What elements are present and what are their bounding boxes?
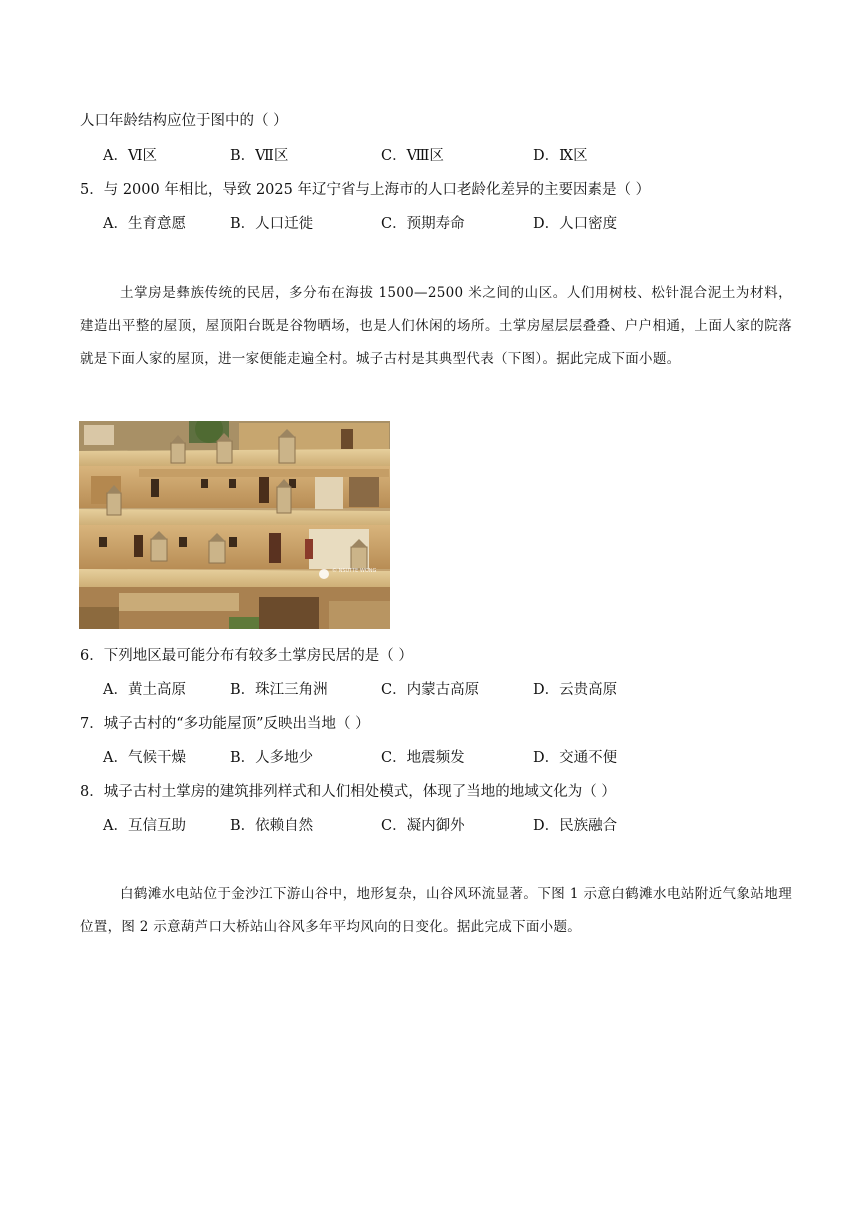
q8-option-c: C．凝内御外: [381, 818, 465, 834]
q6-option-b: B．珠江三角洲: [230, 682, 328, 698]
village-photo-illustration: [79, 421, 390, 629]
q7-option-c: C．地震频发: [381, 750, 465, 766]
q7-option-a: A．气候干燥: [103, 750, 186, 766]
q7-option-b: B．人多地少: [230, 750, 314, 766]
q5-option-c: C．预期寿命: [381, 216, 465, 232]
q4-options: [103, 146, 803, 166]
q7-options: [103, 748, 803, 768]
q5-option-b: B．人口迁徙: [230, 216, 314, 232]
q4-option-b: B．Ⅶ区: [230, 148, 289, 164]
q8-option-a: A．互信互助: [103, 818, 186, 834]
passage-baihetan: 白鹤滩水电站位于金沙江下游山谷中，地形复杂，山谷风环流显著。下图 1 示意白鹤滩水电站附近气象站地理位置，图 2 示意葫芦口大桥站山谷风多年平均风向的日变化。据此完成下面小题。: [80, 886, 792, 935]
q6-option-a: A．黄土高原: [103, 682, 186, 698]
q8-option-b: B．依赖自然: [230, 818, 314, 834]
q4-option-c: C．Ⅷ区: [381, 148, 444, 164]
passage-tuzhangfang: 土掌房是彝族传统的民居，多分布在海拔 1500—2500 米之间的山区。人们用树枝、松针混合泥土为材料，建造出平整的屋顶，屋顶阳台既是谷物晒场，也是人们休闲的场所。土掌房屋层层叠叠、户户相通，上面人家的院落就是下面人家的屋顶，进一家便能走遍全村。城子古村是其典型代表（下图）。据此完成下面小题。: [80, 285, 792, 367]
q5-option-a: A．生育意愿: [103, 216, 186, 232]
q6-options: [103, 680, 803, 700]
q8-option-d: D．民族融合: [533, 818, 618, 834]
q5-option-d: D．人口密度: [533, 216, 618, 232]
q6-option-c: C．内蒙古高原: [381, 682, 480, 698]
q4-option-d: D．Ⅸ区: [533, 148, 588, 164]
q8-options: [103, 816, 803, 836]
q5-stem: 5．与 2000 年相比，导致 2025 年辽宁省与上海市的人口老龄化差异的主要因素是（ ）: [80, 182, 651, 198]
photo-watermark: © NSUTTE WONG: [332, 568, 377, 574]
q6-option-d: D．云贵高原: [533, 682, 618, 698]
q5-options: [103, 214, 803, 234]
q4-stem-tail: 人口年龄结构应位于图中的（ ）: [80, 113, 288, 129]
q8-stem: 8．城子古村土掌房的建筑排列样式和人们相处模式，体现了当地的地域文化为（ ）: [80, 784, 616, 800]
q6-stem: 6．下列地区最可能分布有较多土掌房民居的是（ ）: [80, 648, 413, 664]
village-photo: [79, 421, 390, 629]
q7-stem: 7．城子古村的“多功能屋顶”反映出当地（ ）: [80, 716, 370, 732]
q7-option-d: D．交通不便: [533, 750, 618, 766]
q4-option-a: A．Ⅵ区: [103, 148, 158, 164]
